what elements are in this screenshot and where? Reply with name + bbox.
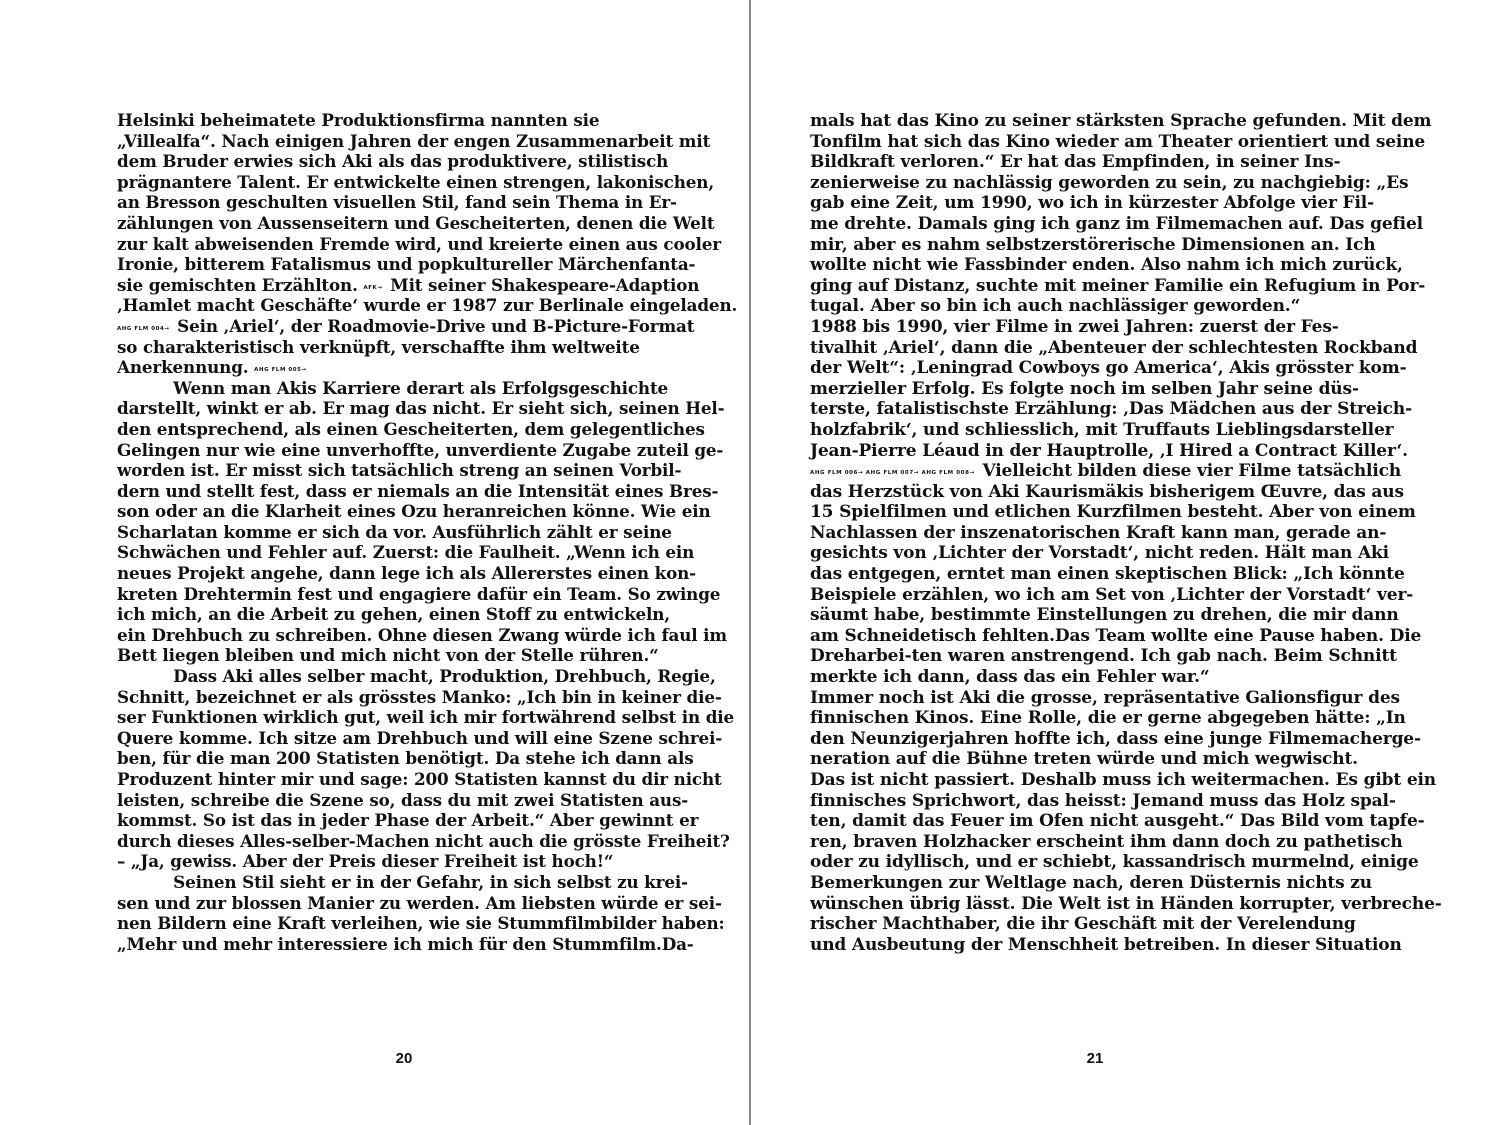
text-line [117, 276, 737, 297]
line-text: ben, für die man 200 Statisten benötigt. Da stehe ich dann als [117, 749, 694, 770]
line-text: Wenn man Akis Karriere derart als Erfolgsgeschichte [173, 378, 669, 399]
line-text: Schwächen und Fehler auf. Zuerst: die Faulheit. „Wenn ich ein [117, 543, 695, 564]
text-line [810, 338, 1442, 359]
line-text: mals hat das Kino zu seiner stärksten Sprache gefunden. Mit dem [810, 111, 1432, 131]
text-line [117, 708, 737, 729]
line-text: Helsinki beheimatete Produktionsfirma nannten sie [117, 111, 600, 131]
line-text: Dreharbei-ten waren anstrengend. Ich gab nach. Beim Schnitt [810, 646, 1397, 667]
line-text: dern und stellt fest, dass er niemals an die Intensität eines Bres- [117, 481, 719, 502]
text-line [810, 914, 1442, 935]
line-text: zenierweise zu nachlässig geworden zu sein, zu nachgiebig: „Es [810, 172, 1409, 193]
text-line [117, 379, 737, 400]
text-line [810, 317, 1442, 338]
text-line [117, 832, 737, 853]
text-line [117, 461, 737, 482]
line-text: durch dieses Alles-selber-Machen nicht auch die grösste Freiheit? [117, 831, 730, 852]
line-text: zur kalt abweisenden Fremde wird, und kreierte einen aus cooler [117, 234, 721, 255]
line-text: tugal. Aber so bin ich auch nachlässiger geworden.“ [810, 296, 1301, 317]
text-line [810, 832, 1442, 853]
line-text: neration auf die Bühne treten würde und mich wegwischt. [810, 749, 1358, 770]
line-text: zählungen von Aussenseitern und Gescheiterten, denen die Welt [117, 213, 715, 234]
text-line [810, 646, 1442, 667]
text-line [810, 379, 1442, 400]
line-text: Bett liegen bleiben und mich nicht von der Stelle rühren.“ [117, 646, 659, 667]
line-text: Produzent hinter mir und sage: 200 Statisten kannst du dir nicht [117, 770, 722, 790]
archive-reference-tag: AFK→ [363, 284, 383, 291]
text-line [810, 729, 1442, 750]
line-text: ser Funktionen wirklich gut, weil ich mir fortwährend selbst in die [117, 708, 735, 729]
archive-reference-tag: AHG FLM 006→ AHG FLM 007→ AHG FLM 008→ [810, 470, 975, 477]
archive-reference-tag: AHG FLM 005→ [254, 367, 307, 374]
line-text: am Schneidetisch fehlten.Das Team wollte eine Pause haben. Die [810, 625, 1422, 646]
text-line [117, 523, 737, 544]
line-text: worden ist. Er misst sich tatsächlich streng an seinen Vorbil- [117, 461, 682, 482]
line-text: Bildkraft verloren.“ Er hat das Empfinden, in seiner Ins- [810, 152, 1341, 173]
text-line [810, 626, 1442, 647]
line-text: kreten Drehtermin fest und engagiere dafür ein Team. So zwinge [117, 584, 721, 605]
right-page-text [810, 111, 1442, 955]
text-line [117, 358, 737, 379]
line-text: finnischen Kinos. Eine Rolle, die er gerne abgegeben hätte: „In [810, 708, 1406, 729]
line-text: prägnantere Talent. Er entwickelte einen strengen, lakonischen, [117, 172, 715, 193]
line-text: Ironie, bitterem Fatalismus und popkultureller Märchenfanta- [117, 255, 696, 276]
right-page-number: 21 [1086, 1050, 1104, 1067]
line-text: son oder an die Klarheit eines Ozu heranreichen könne. Wie ein [117, 502, 711, 523]
line-text: wünschen übrig lässt. Die Welt ist in Händen korrupter, verbreche- [810, 893, 1442, 914]
line-text: dem Bruder erwies sich Aki als das produktivere, stilistisch [117, 152, 669, 173]
line-text: merkte ich dann, dass das ein Fehler war.“ [810, 667, 1210, 688]
text-line [117, 111, 737, 132]
left-page-number: 20 [395, 1050, 413, 1067]
line-text: Beispiele erzählen, wo ich am Set von ‚Lichter der Vorstadt‘ ver- [810, 584, 1414, 605]
line-text-after-tag: Vielleicht bilden diese vier Filme tatsächlich [982, 461, 1402, 482]
text-line [810, 543, 1442, 564]
line-text: Das ist nicht passiert. Deshalb muss ich weitermachen. Es gibt ein [810, 770, 1437, 790]
line-text: oder zu idyllisch, und er schiebt, kassandrisch murmelnd, einige [810, 852, 1419, 873]
text-line [117, 667, 737, 688]
line-text: finnisches Sprichwort, das heisst: Jemand muss das Holz spal- [810, 790, 1396, 811]
text-line [117, 399, 737, 420]
line-text: Anerkennung. [117, 358, 249, 379]
line-text: Nachlassen der inszenatorischen Kraft kann man, gerade an- [810, 522, 1387, 543]
archive-reference-tag: AHG FLM 004→ [117, 325, 170, 332]
line-text: ein Drehbuch zu schreiben. Ohne diesen Zwang würde ich faul im [117, 625, 727, 646]
text-line [810, 605, 1442, 626]
text-line [810, 482, 1442, 503]
line-text: nen Bildern eine Kraft verleihen, wie sie Stummfilmbilder haben: [117, 914, 725, 935]
text-line [810, 585, 1442, 606]
line-text: ging auf Distanz, suchte mit meiner Familie ein Refugium in Por- [810, 275, 1426, 296]
text-line [117, 729, 737, 750]
line-text: der Welt“: ‚Leningrad Cowboys go America‘, Akis grösster kom- [810, 358, 1407, 379]
text-line [117, 193, 737, 214]
text-line [117, 585, 737, 606]
line-text: ten, damit das Feuer im Ofen nicht ausgeht.“ Das Bild vom tapfe- [810, 811, 1425, 832]
text-line [117, 646, 737, 667]
text-line [117, 811, 737, 832]
line-text: Jean-Pierre Léaud in der Hauptrolle, ‚I Hired a Contract Killer‘. [810, 440, 1408, 461]
line-text: – „Ja, gewiss. Aber der Preis dieser Freiheit ist hoch!“ [117, 852, 614, 873]
text-line [117, 152, 737, 173]
line-text: den entsprechend, als einen Gescheiterten, dem gelegentliches [117, 419, 705, 440]
text-line [810, 193, 1442, 214]
text-line [117, 688, 737, 709]
text-line [810, 564, 1442, 585]
text-line [810, 461, 1442, 482]
text-line [810, 255, 1442, 276]
line-text: das entgegen, erntet man einen skeptischen Blick: „Ich könnte [810, 564, 1405, 585]
line-text: kommst. So ist das in jeder Phase der Arbeit.“ Aber gewinnt er [117, 811, 699, 832]
text-line [810, 811, 1442, 832]
line-text: rischer Machthaber, die ihr Geschäft mit der Verelendung [810, 914, 1356, 935]
line-text: leisten, schreibe die Szene so, dass du mit zwei Statisten aus- [117, 790, 689, 811]
text-line [117, 791, 737, 812]
text-line [117, 914, 737, 935]
line-text: Schnitt, bezeichnet er als grösstes Manko: „Ich bin in keiner die- [117, 687, 722, 708]
line-text: neues Projekt angehe, dann lege ich als Allererstes einen kon- [117, 564, 696, 585]
line-text: und Ausbeutung der Menschheit betreiben. In dieser Situation [810, 934, 1402, 955]
left-page-text [117, 111, 737, 955]
line-text: so charakteristisch verknüpft, verschaffte ihm weltweite [117, 337, 640, 358]
line-text: Seinen Stil sieht er in der Gefahr, in sich selbst zu krei- [173, 872, 688, 893]
text-line [117, 132, 737, 153]
line-text: wollte nicht wie Fassbinder enden. Also nahm ich mich zurück, [810, 255, 1403, 276]
line-text: 1988 bis 1990, vier Filme in zwei Jahren: zuerst der Fes- [810, 316, 1339, 337]
line-text: Dass Aki alles selber macht, Produktion, Drehbuch, Regie, [173, 667, 716, 688]
text-line [810, 770, 1442, 791]
text-line [810, 873, 1442, 894]
text-line [810, 894, 1442, 915]
text-line [117, 873, 737, 894]
text-line [810, 296, 1442, 317]
text-line [117, 605, 737, 626]
line-text: holzfabrik‘, und schliesslich, mit Truffauts Lieblingsdarsteller [810, 419, 1394, 440]
right-page [751, 0, 1500, 1125]
line-text-after-tag: Mit seiner Shakespeare-Adaption [390, 275, 700, 296]
line-text: terste, fatalistischste Erzählung: ‚Das Mädchen aus der Streich- [810, 399, 1412, 420]
text-line [117, 749, 737, 770]
text-line [810, 708, 1442, 729]
line-text: Bemerkungen zur Weltlage nach, deren Düsternis nichts zu [810, 872, 1373, 893]
text-line [117, 441, 737, 462]
text-line [117, 626, 737, 647]
text-line [117, 235, 737, 256]
text-line [810, 523, 1442, 544]
line-text: 15 Spielfilmen und etlichen Kurzfilmen besteht. Aber von einem [810, 502, 1416, 523]
line-text: darstellt, winkt er ab. Er mag das nicht. Er sieht sich, seinen Hel- [117, 399, 725, 420]
text-line [117, 420, 737, 441]
text-line [810, 358, 1442, 379]
text-line [810, 502, 1442, 523]
text-line [810, 791, 1442, 812]
text-line [810, 749, 1442, 770]
text-line [117, 482, 737, 503]
line-text: ich mich, an die Arbeit zu gehen, einen Stoff zu entwickeln, [117, 605, 670, 626]
text-line [810, 441, 1442, 462]
line-text: sen und zur blossen Manier zu werden. Am liebsten würde er sei- [117, 893, 722, 914]
line-text: das Herzstück von Aki Kaurismäkis bisherigem Œuvre, das aus [810, 481, 1404, 502]
line-text: tivalhit ‚Ariel‘, dann die „Abenteuer der schlechtesten Rockband [810, 337, 1418, 358]
line-text: Tonfilm hat sich das Kino wieder am Theater orientiert und seine [810, 131, 1426, 152]
line-text: „Villealfa“. Nach einigen Jahren der engen Zusammenarbeit mit [117, 131, 711, 152]
text-line [117, 173, 737, 194]
text-line [117, 852, 737, 873]
text-line [810, 152, 1442, 173]
text-line [810, 214, 1442, 235]
text-line [810, 667, 1442, 688]
line-text: ‚Hamlet macht Geschäfte‘ wurde er 1987 zur Berlinale eingeladen. [117, 296, 738, 317]
text-line [117, 317, 737, 338]
text-line [117, 255, 737, 276]
line-text: mir, aber es nahm selbstzerstörerische Dimensionen an. Ich [810, 234, 1376, 255]
text-line [117, 894, 737, 915]
line-text: Immer noch ist Aki die grosse, repräsentative Galionsfigur des [810, 687, 1400, 708]
text-line [117, 543, 737, 564]
text-line [810, 132, 1442, 153]
text-line [810, 235, 1442, 256]
line-text: Scharlatan komme er sich da vor. Ausführlich zählt er seine [117, 522, 672, 543]
line-text: me drehte. Damals ging ich ganz im Filmemachen auf. Das gefiel [810, 213, 1423, 234]
text-line [810, 688, 1442, 709]
text-line [117, 770, 737, 791]
text-line [117, 338, 737, 359]
text-line [117, 564, 737, 585]
text-line [810, 276, 1442, 297]
line-text: den Neunzigerjahren hoffte ich, dass eine junge Filmemacherge- [810, 728, 1421, 749]
text-line [810, 420, 1442, 441]
text-line [117, 502, 737, 523]
line-text: Gelingen nur wie eine unverhoffte, unverdiente Zugabe zuteil ge- [117, 440, 724, 461]
line-text: „Mehr und mehr interessiere ich mich für den Stummfilm.Da- [117, 934, 694, 955]
text-line [117, 214, 737, 235]
line-text: gesichts von ‚Lichter der Vorstadt‘, nicht reden. Hält man Aki [810, 543, 1389, 564]
text-line [117, 296, 737, 317]
line-text: merzieller Erfolg. Es folgte noch im selben Jahr seine düs- [810, 378, 1359, 399]
text-line [810, 399, 1442, 420]
line-text: säumt habe, bestimmte Einstellungen zu drehen, die mir dann [810, 605, 1399, 626]
left-page [0, 0, 749, 1125]
text-line [810, 852, 1442, 873]
line-text: sie gemischten Erzählton. [117, 275, 358, 296]
line-text-after-tag: Sein ‚Ariel‘, der Roadmovie-Drive und B-Picture-Format [177, 316, 695, 337]
line-text: Quere komme. Ich sitze am Drehbuch und will eine Szene schrei- [117, 728, 723, 749]
line-text: an Bresson geschulten visuellen Stil, fand sein Thema in Er- [117, 193, 677, 214]
text-line [810, 935, 1442, 956]
line-text: gab eine Zeit, um 1990, wo ich in kürzester Abfolge vier Fil- [810, 193, 1374, 214]
line-text: ren, braven Holzhacker erscheint ihm dann doch zu pathetisch [810, 831, 1403, 852]
text-line [117, 935, 737, 956]
text-line [810, 111, 1442, 132]
text-line [810, 173, 1442, 194]
